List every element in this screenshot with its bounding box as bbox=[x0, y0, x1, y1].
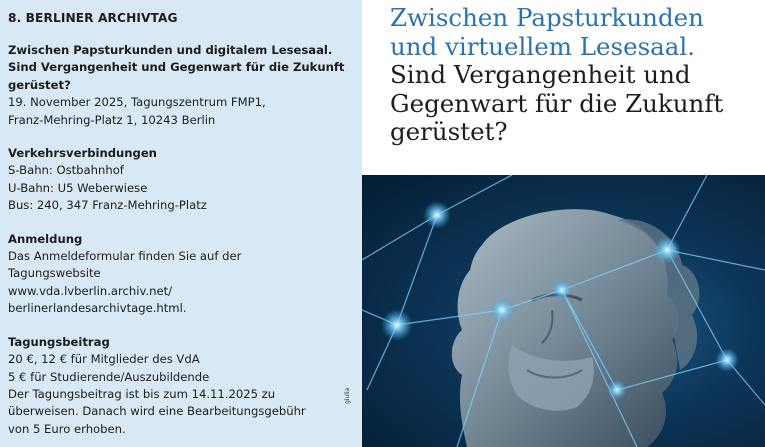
registration-url[interactable]: berlinerlandesarchivtage.html. bbox=[8, 301, 187, 316]
title-panel bbox=[362, 0, 765, 447]
registration-line: Das Anmeldeformular finden Sie auf der bbox=[8, 249, 242, 264]
registration-url[interactable]: www.vda.lvberlin.archiv.net/ bbox=[8, 283, 173, 298]
event-date-venue: 19. November 2025, Tagungszentrum FMP1, bbox=[8, 95, 266, 110]
registration-line: Tagungswebsite bbox=[8, 266, 101, 281]
sculpture-illustration bbox=[362, 175, 765, 447]
event-details bbox=[8, 42, 362, 129]
transport-title: Verkehrsverbindungen bbox=[8, 146, 157, 161]
headline-blue-line: Zwischen Papsturkunden bbox=[390, 3, 704, 32]
event-title-line: Zwischen Papsturkunden und digitalem Lesesaal. bbox=[8, 43, 333, 57]
event-address: Franz-Mehring-Platz 1, 10243 Berlin bbox=[8, 112, 216, 127]
fee-title: Tagungsbeitrag bbox=[8, 334, 110, 349]
sculpture-network-image bbox=[362, 175, 765, 447]
event-series-heading: 8. BERLINER ARCHIVTAG bbox=[8, 11, 178, 25]
transport-section bbox=[8, 145, 362, 215]
headline-dark-line: Gegenwart für die Zukunft bbox=[390, 88, 724, 118]
registration-title: Anmeldung bbox=[8, 231, 83, 246]
fee-line: 5 € für Studierende/Auszubildende bbox=[8, 369, 210, 384]
photo-credit: giulia bbox=[344, 387, 351, 404]
event-headline bbox=[390, 4, 762, 147]
fee-line: von 5 Euro erhoben. bbox=[8, 421, 126, 436]
headline-dark-line: gerüstet? bbox=[390, 117, 508, 146]
fee-section bbox=[8, 334, 362, 438]
fee-line: 20 €, 12 € für Mitglieder des VdA bbox=[8, 352, 200, 367]
info-panel bbox=[0, 0, 362, 447]
fee-line: Der Tagungsbeitrag ist bis zum 14.11.2025 zu bbox=[8, 386, 276, 401]
headline-blue-line: und virtuellem Lesesaal. bbox=[390, 31, 695, 61]
transport-line: Bus: 240, 347 Franz-Mehring-Platz bbox=[8, 198, 207, 213]
headline-dark-line: Sind Vergangenheit und bbox=[390, 60, 691, 89]
event-title-line: gerüstet? bbox=[8, 77, 71, 92]
fee-line: überweisen. Danach wird eine Bearbeitungsgebühr bbox=[8, 404, 306, 419]
transport-line: U-Bahn: U5 Weberwiese bbox=[8, 180, 148, 195]
event-title-line: Sind Vergangenheit und Gegenwart für die Zukunft bbox=[8, 60, 345, 75]
transport-line: S-Bahn: Ostbahnhof bbox=[8, 163, 124, 178]
registration-section bbox=[8, 231, 362, 318]
